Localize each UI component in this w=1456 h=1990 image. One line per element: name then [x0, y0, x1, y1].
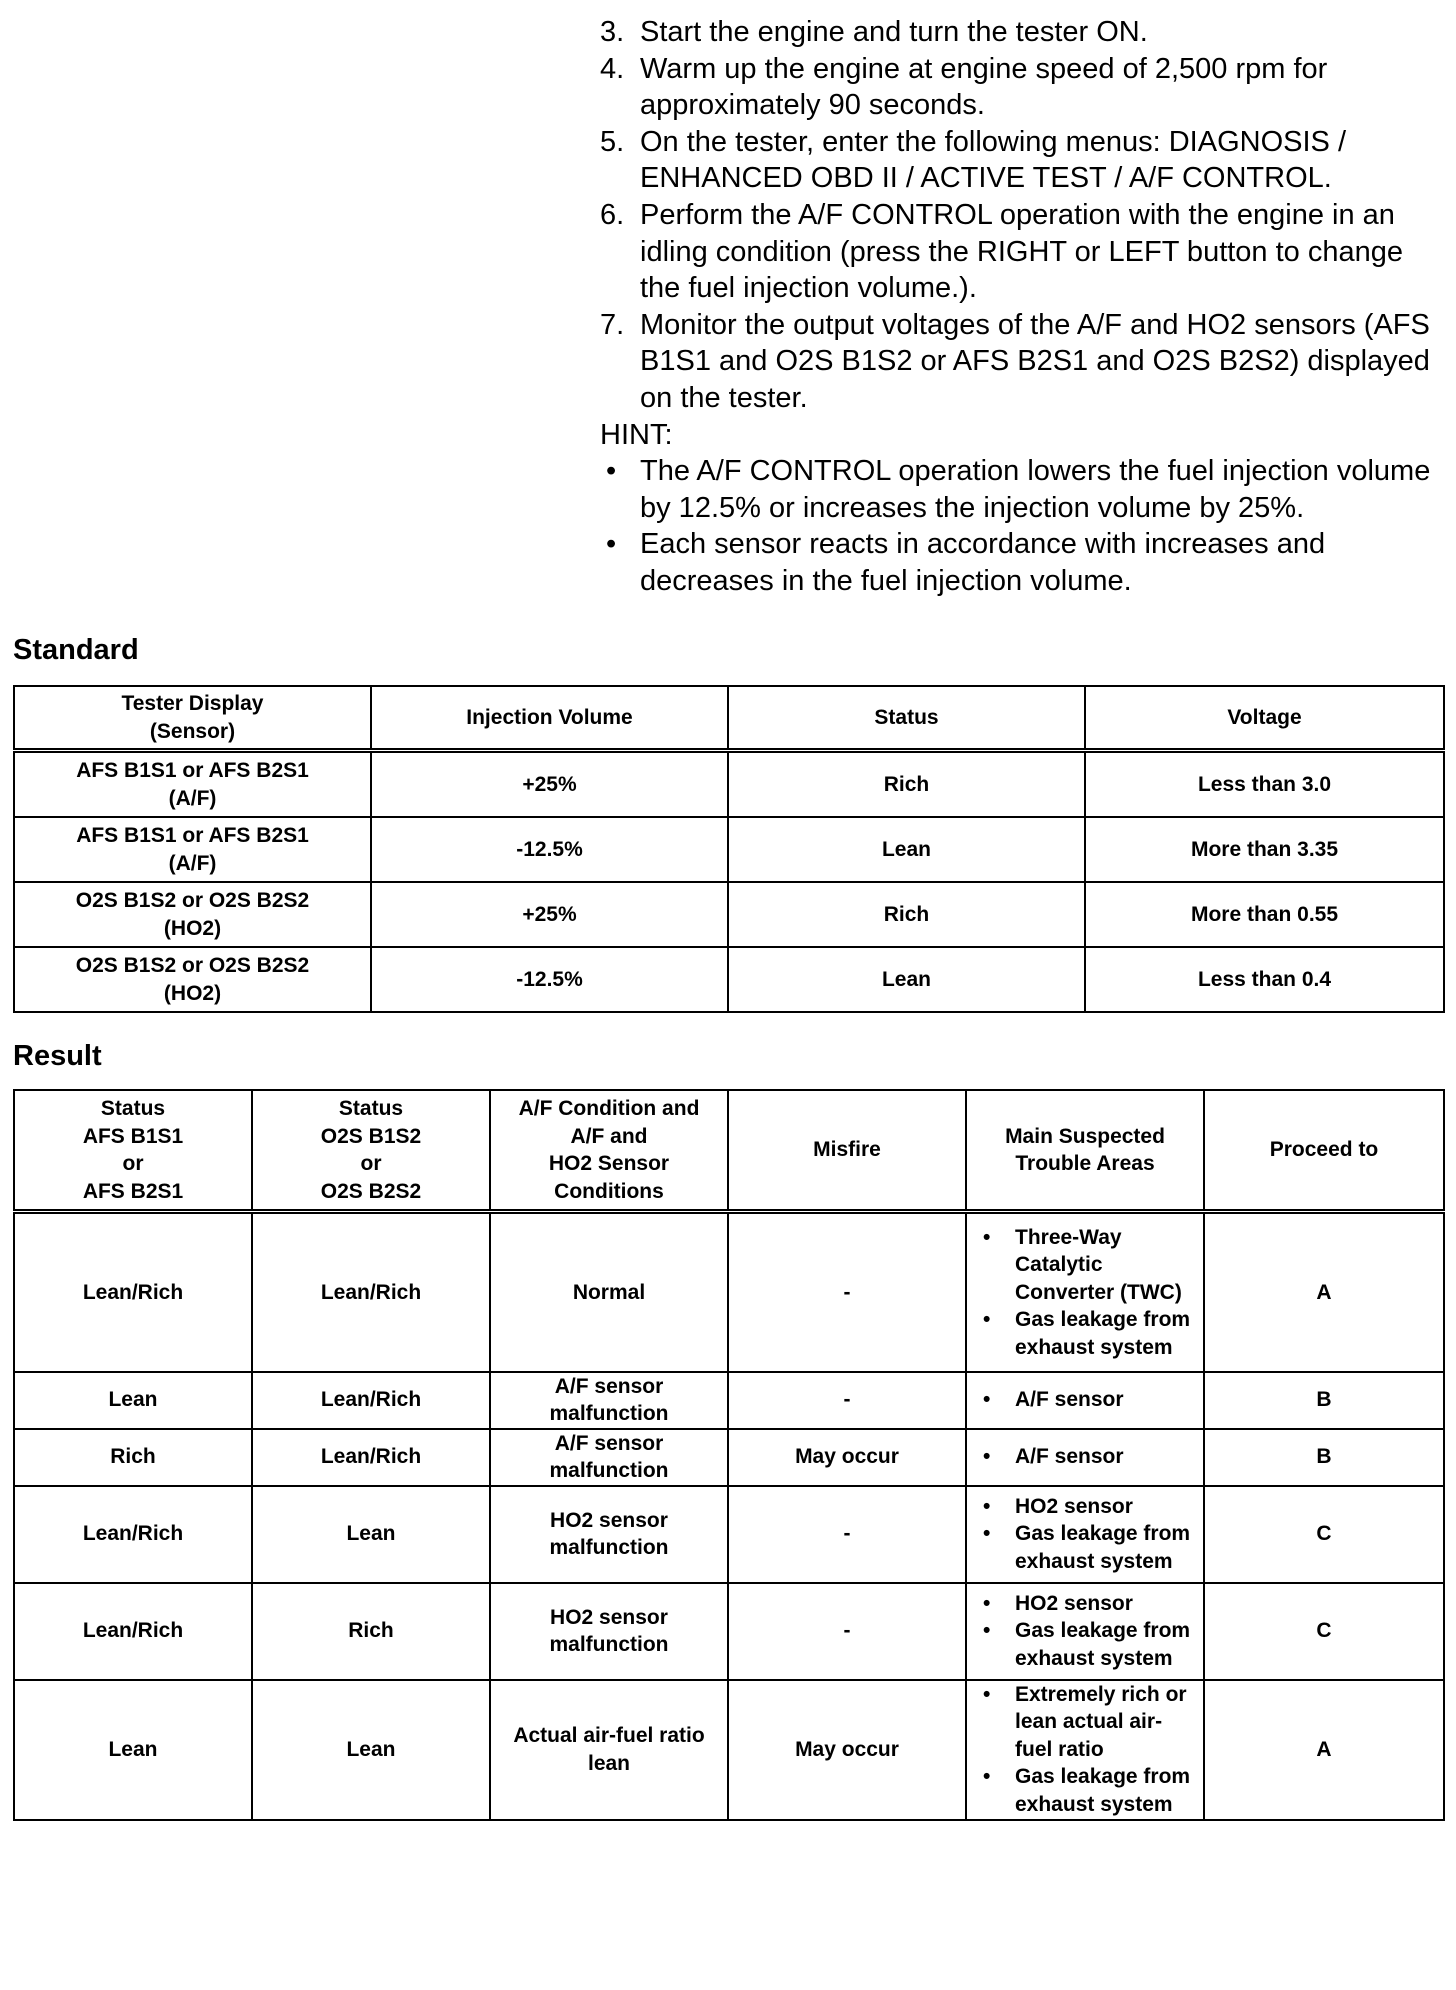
voltage-cell: Less than 3.0	[1085, 751, 1444, 818]
afs-status-cell: Rich	[14, 1429, 252, 1486]
trouble-area-item: • HO2 sensor	[975, 1590, 1195, 1618]
column-header: Voltage	[1085, 686, 1444, 751]
step-text: On the tester, enter the following menus: DIAGNOSIS / ENHANCED OBD II / ACTIVE TEST / A/F CONTROL.	[640, 125, 1346, 195]
trouble-areas-cell	[966, 1680, 1204, 1820]
tester-display-cell: O2S B1S2 or O2S B2S2 (HO2)	[14, 947, 371, 1012]
step-text: Monitor the output voltages of the A/F and HO2 sensors (AFS B1S1 and O2S B1S2 or AFS B2S1 and O2S B2S2) displayed on the tester.	[640, 308, 1430, 414]
misfire-cell: -	[728, 1212, 966, 1372]
step-text: Warm up the engine at engine speed of 2,500 rpm for approximately 90 seconds.	[640, 52, 1328, 122]
condition-cell: A/F sensor malfunction	[490, 1429, 728, 1486]
result-title: Result	[13, 1040, 102, 1072]
trouble-area-item: • Gas leakage from exhaust system	[975, 1763, 1195, 1818]
table-row	[14, 1680, 1444, 1820]
trouble-areas-cell	[966, 1429, 1204, 1486]
standard-title: Standard	[13, 634, 139, 666]
step-number: 3.	[600, 16, 625, 48]
proceed-to-cell: C	[1204, 1583, 1444, 1680]
status-cell: Rich	[728, 751, 1085, 818]
bullet-icon: •	[606, 455, 617, 488]
afs-status-cell: Lean/Rich	[14, 1486, 252, 1583]
trouble-areas-list	[975, 1386, 1195, 1414]
afs-status-cell: Lean	[14, 1680, 252, 1820]
column-header: A/F Condition and A/F and HO2 Sensor Conditions	[490, 1090, 728, 1212]
trouble-areas-cell	[966, 1486, 1204, 1583]
o2s-status-cell: Rich	[252, 1583, 490, 1680]
table-row	[14, 1583, 1444, 1680]
injection-volume-cell: -12.5%	[371, 947, 728, 1012]
trouble-area-item: • A/F sensor	[975, 1443, 1195, 1471]
trouble-areas-list	[975, 1224, 1195, 1362]
step-number: 6.	[600, 198, 625, 231]
step-number: 7.	[600, 308, 625, 341]
step-6	[600, 197, 1450, 307]
step-text: Perform the A/F CONTROL operation with the engine in an idling condition (press the RIGHT or LEFT button to change the fuel injection volume.).	[640, 198, 1404, 305]
table-row	[14, 1372, 1444, 1429]
step-3	[600, 14, 1450, 51]
trouble-areas-list	[975, 1443, 1195, 1471]
injection-volume-cell: +25%	[371, 882, 728, 947]
tester-display-cell: AFS B1S1 or AFS B2S1 (A/F)	[14, 817, 371, 882]
misfire-cell: May occur	[728, 1429, 966, 1486]
trouble-areas-list	[975, 1493, 1195, 1576]
tester-display-cell: O2S B1S2 or O2S B2S2 (HO2)	[14, 882, 371, 947]
table-row	[14, 817, 1444, 882]
column-header: Status AFS B1S1 or AFS B2S1	[14, 1090, 252, 1212]
step-number: 4.	[600, 52, 625, 85]
misfire-cell: -	[728, 1486, 966, 1583]
tester-display-cell: AFS B1S1 or AFS B2S1 (A/F)	[14, 751, 371, 818]
column-header: Status O2S B1S2 or O2S B2S2	[252, 1090, 490, 1212]
trouble-areas-cell	[966, 1372, 1204, 1429]
trouble-areas-list	[975, 1590, 1195, 1673]
step-7	[600, 307, 1450, 417]
table-row	[14, 947, 1444, 1012]
trouble-areas-list	[975, 1681, 1195, 1819]
afs-status-cell: Lean/Rich	[14, 1583, 252, 1680]
o2s-status-cell: Lean/Rich	[252, 1372, 490, 1429]
hint-text: Each sensor reacts in accordance with increases and decreases in the fuel injection volume.	[640, 528, 1326, 597]
step-text: Start the engine and turn the tester ON.	[640, 16, 1148, 48]
bullet-icon: •	[606, 528, 617, 561]
trouble-areas-cell	[966, 1583, 1204, 1680]
trouble-area-item: • HO2 sensor	[975, 1493, 1195, 1521]
injection-volume-cell: +25%	[371, 751, 728, 818]
proceed-to-cell: B	[1204, 1372, 1444, 1429]
table-row	[14, 1212, 1444, 1372]
misfire-cell: -	[728, 1583, 966, 1680]
table-row	[14, 751, 1444, 818]
table-row	[14, 882, 1444, 947]
column-header: Main Suspected Trouble Areas	[966, 1090, 1204, 1212]
trouble-area-item: • Gas leakage from exhaust system	[975, 1617, 1195, 1672]
afs-status-cell: Lean/Rich	[14, 1212, 252, 1372]
column-header	[14, 686, 371, 751]
condition-cell: HO2 sensor malfunction	[490, 1486, 728, 1583]
proceed-to-cell: B	[1204, 1429, 1444, 1486]
table-row	[14, 1486, 1444, 1583]
o2s-status-cell: Lean/Rich	[252, 1212, 490, 1372]
status-cell: Rich	[728, 882, 1085, 947]
trouble-area-item: • Gas leakage from exhaust system	[975, 1520, 1195, 1575]
proceed-to-cell: C	[1204, 1486, 1444, 1583]
condition-cell: A/F sensor malfunction	[490, 1372, 728, 1429]
header-line: (Sensor)	[149, 719, 236, 743]
table-header-row	[14, 1090, 1444, 1212]
result-table	[13, 1089, 1445, 1821]
misfire-cell: May occur	[728, 1680, 966, 1820]
hint-label: HINT:	[600, 418, 673, 451]
o2s-status-cell: Lean	[252, 1680, 490, 1820]
o2s-status-cell: Lean/Rich	[252, 1429, 490, 1486]
voltage-cell: Less than 0.4	[1085, 947, 1444, 1012]
column-header: Proceed to	[1204, 1090, 1444, 1212]
hint-bullet	[600, 453, 1450, 526]
trouble-area-item: • Three-Way Catalytic Converter (TWC)	[975, 1224, 1195, 1307]
trouble-area-item: • Extremely rich or lean actual air-fuel ratio	[975, 1681, 1195, 1764]
status-cell: Lean	[728, 947, 1085, 1012]
condition-cell: Normal	[490, 1212, 728, 1372]
trouble-area-item: • Gas leakage from exhaust system	[975, 1306, 1195, 1361]
step-4	[600, 51, 1450, 124]
voltage-cell: More than 3.35	[1085, 817, 1444, 882]
column-header: Status	[728, 686, 1085, 751]
hint-text: The A/F CONTROL operation lowers the fuel injection volume by 12.5% or increases the injection volume by 25%.	[640, 455, 1431, 524]
status-cell: Lean	[728, 817, 1085, 882]
header-line: Tester Display	[121, 692, 264, 715]
condition-cell: HO2 sensor malfunction	[490, 1583, 728, 1680]
misfire-cell: -	[728, 1372, 966, 1429]
table-row	[14, 1429, 1444, 1486]
procedure-steps	[600, 14, 1450, 600]
step-number: 5.	[600, 125, 625, 158]
standard-table	[13, 685, 1445, 1013]
column-header: Misfire	[728, 1090, 966, 1212]
trouble-area-item: • A/F sensor	[975, 1386, 1195, 1414]
injection-volume-cell: -12.5%	[371, 817, 728, 882]
column-header: Injection Volume	[371, 686, 728, 751]
hint-bullet	[600, 526, 1450, 599]
trouble-areas-cell	[966, 1212, 1204, 1372]
voltage-cell: More than 0.55	[1085, 882, 1444, 947]
table-header-row	[14, 686, 1444, 751]
step-5	[600, 124, 1450, 197]
proceed-to-cell: A	[1204, 1212, 1444, 1372]
proceed-to-cell: A	[1204, 1680, 1444, 1820]
condition-cell: Actual air-fuel ratio lean	[490, 1680, 728, 1820]
o2s-status-cell: Lean	[252, 1486, 490, 1583]
afs-status-cell: Lean	[14, 1372, 252, 1429]
